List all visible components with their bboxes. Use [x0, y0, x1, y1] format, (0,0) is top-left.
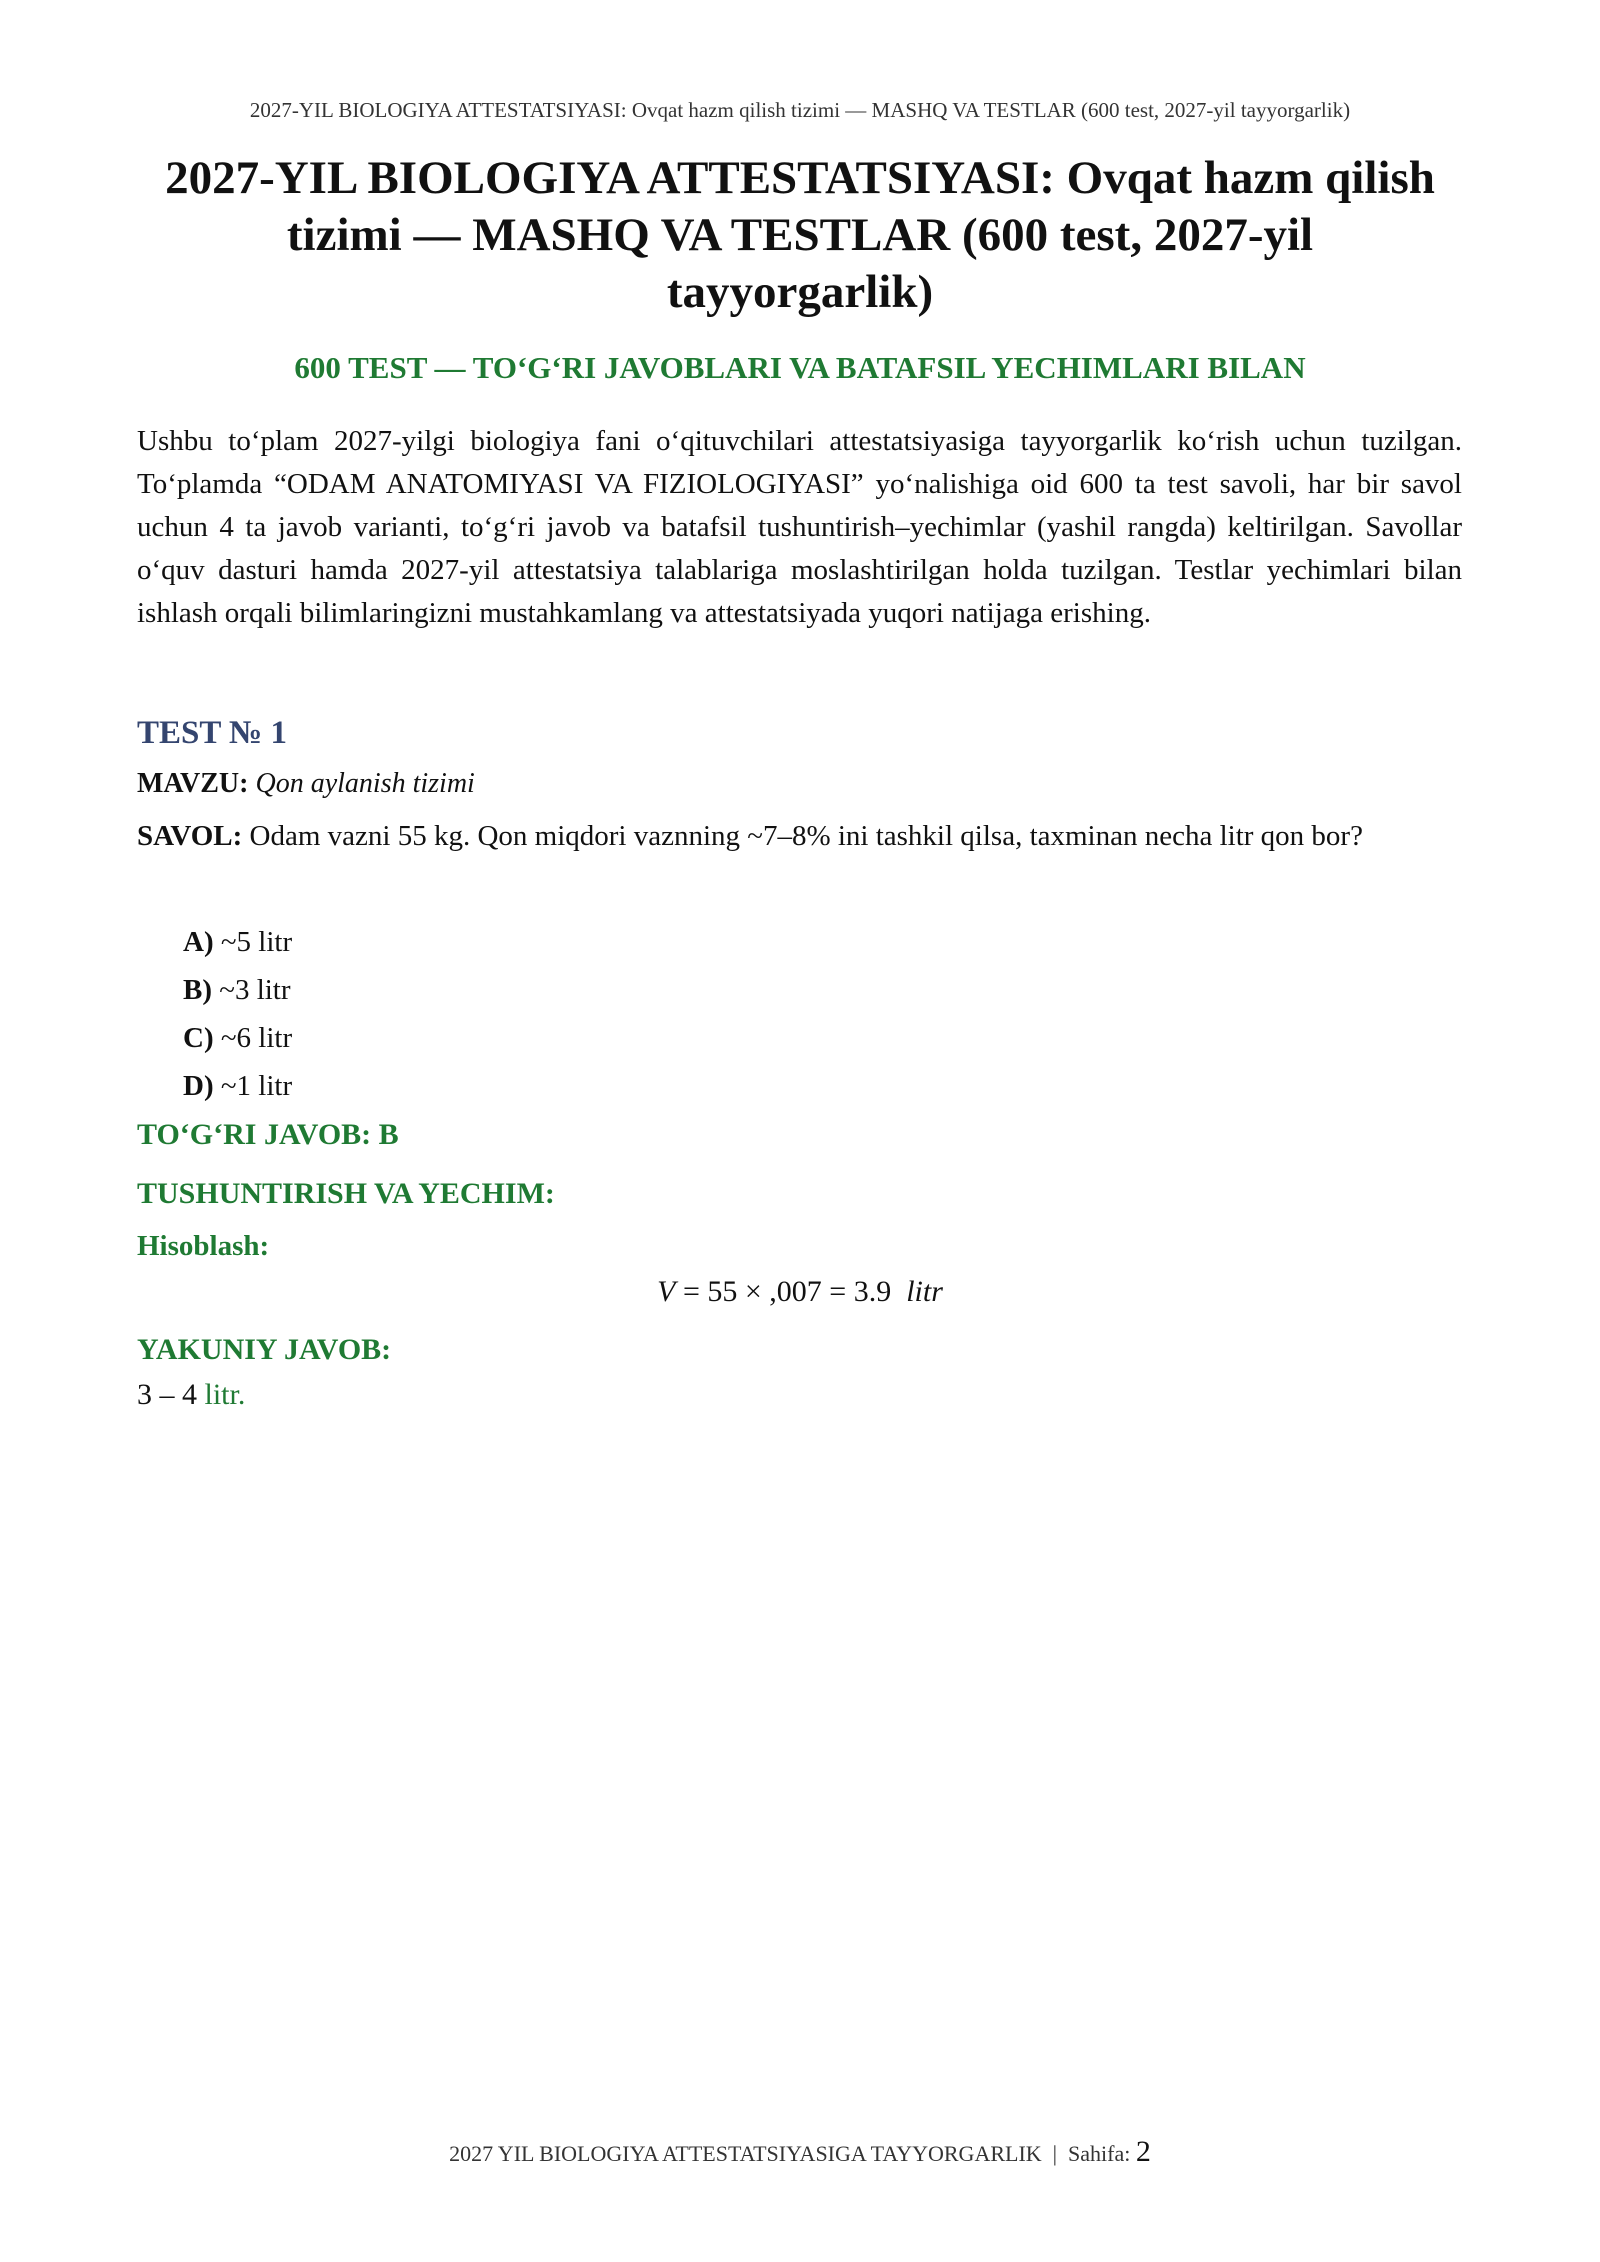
topic-label: MAVZU:	[137, 768, 249, 799]
correct-answer: TO‘G‘RI JAVOB: B	[137, 1118, 399, 1151]
option-text: ~6 litr	[220, 1022, 293, 1054]
answer-options	[183, 918, 292, 1110]
final-answer	[137, 1378, 245, 1412]
option-text: ~3 litr	[219, 974, 291, 1006]
footer-text: 2027 YIL BIOLOGIYA ATTESTATSIYASIGA TAYYORGARLIK | Sahifa:	[449, 2141, 1131, 2166]
page-footer	[0, 2135, 1600, 2169]
formula	[0, 1275, 1600, 1309]
final-answer-unit: litr.	[204, 1378, 246, 1411]
option-letter: B)	[183, 974, 212, 1006]
calculation-heading: Hisoblash:	[137, 1230, 270, 1262]
option-d	[183, 1062, 292, 1110]
question-label: SAVOL:	[137, 820, 243, 852]
formula-unit: litr	[906, 1275, 943, 1308]
option-text: ~1 litr	[220, 1070, 293, 1102]
option-a	[183, 918, 292, 966]
option-letter: D)	[183, 1070, 214, 1102]
option-b	[183, 966, 292, 1014]
test-number: TEST № 1	[137, 715, 287, 751]
formula-variable: V	[657, 1275, 676, 1308]
final-answer-value: 3 – 4	[137, 1378, 197, 1411]
option-c	[183, 1014, 292, 1062]
question	[137, 815, 1462, 858]
option-letter: C)	[183, 1022, 214, 1054]
page-number: 2	[1135, 2135, 1151, 2168]
final-answer-heading: YAKUNIY JAVOB:	[137, 1333, 392, 1366]
intro-paragraph: Ushbu to‘plam 2027-yilgi biologiya fani o‘qituvchilari attestatsiyasiga tayyorgarlik ko‘rish uchun tuzilgan. To‘plamda “ODAM ANATOMIYASI VA FIZIOLOGIYASI” yo‘nalishiga oid 600 ta test savoli, har bir savol uchun 4 ta javob varianti, to‘g‘ri javob va batafsil tushuntirish–yechimlar (yashil rangda) keltirilgan. Savollar o‘quv dasturi hamda 2027-yil attestatsiya talablariga moslashtirilgan holda tuzilgan. Testlar yechimlari bilan ishlash orqali bilimlaringizni mustahkamlang va attestatsiyada yuqori natijaga erishing.	[137, 425, 1462, 629]
topic-value: Qon aylanish tizimi	[255, 768, 475, 799]
explanation-heading: TUSHUNTIRISH VA YECHIM:	[137, 1177, 555, 1210]
topic-line	[137, 768, 475, 800]
option-letter: A)	[183, 926, 214, 958]
option-text: ~5 litr	[220, 926, 293, 958]
question-text: Odam vazni 55 kg. Qon miqdori vaznning ~7–8% ini tashkil qilsa, taxminan necha litr qon bor?	[249, 820, 1363, 852]
subtitle: 600 TEST — TO‘G‘RI JAVOBLARI VA BATAFSIL YECHIMLARI BILAN	[294, 350, 1306, 385]
running-header: 2027-YIL BIOLOGIYA ATTESTATSIYASI: Ovqat hazm qilish tizimi — MASHQ VA TESTLAR (600 test, 2027-yil tayyorgarlik)	[249, 98, 1351, 122]
formula-expression: = 55 × ,007 = 3.9	[675, 1275, 907, 1308]
page-title: 2027-YIL BIOLOGIYA ATTESTATSIYASI: Ovqat hazm qilish tizimi — MASHQ VA TESTLAR (600 test, 2027-yil tayyorgarlik)	[165, 152, 1435, 318]
